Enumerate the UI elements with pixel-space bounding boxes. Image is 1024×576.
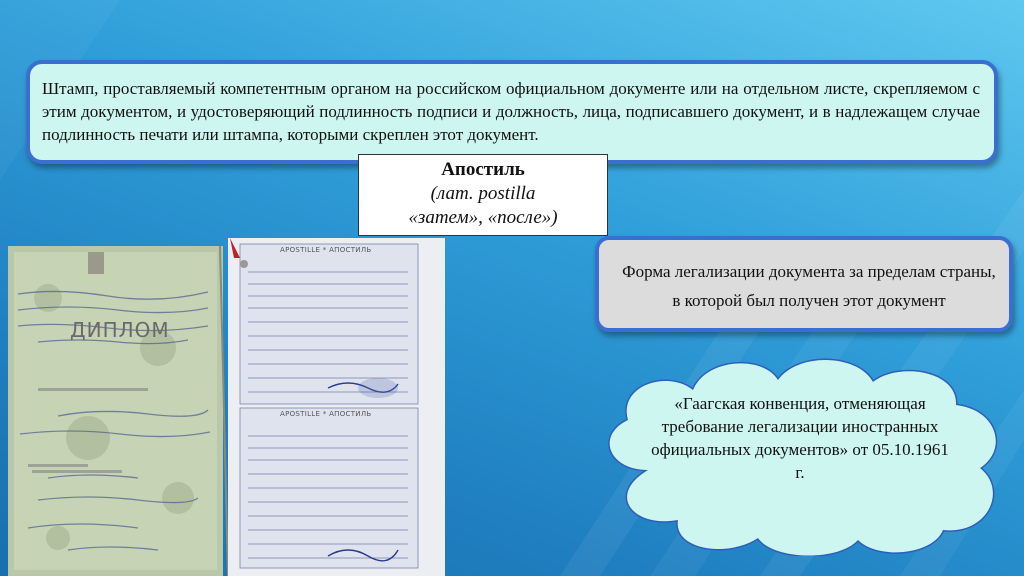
diploma-label: ДИПЛОМ xyxy=(70,318,170,342)
definition-text: Штамп, проставляемый компетентным органом на российском официальном документе или на отдельном листе, скрепляемом с этим документом, и удостоверяющий подлинность подписи и должность, лица, подписавшего документ, и в надлежащем случае подлинность печати или штампа, которыми скреплен этот документ. xyxy=(42,79,980,144)
apostille-etymology-2: «затем», «после») xyxy=(408,207,558,228)
diploma-apostille-photo xyxy=(8,238,445,576)
definition-box xyxy=(26,60,998,164)
hague-convention-cloud xyxy=(588,350,1012,556)
apostille-label-bottom: APOSTILLE * АПОСТИЛЬ xyxy=(280,410,372,418)
apostille-title: Апостиль xyxy=(441,159,525,180)
apostille-etymology-1: (лат. postilla xyxy=(430,183,536,204)
document-scan xyxy=(8,238,445,576)
apostille-term-box xyxy=(358,154,608,236)
apostille-label-top: APOSTILLE * АПОСТИЛЬ xyxy=(280,246,372,254)
legalization-form-text: Форма легализации документа за пределам страны, в которой был получен этот документ xyxy=(622,262,996,310)
legalization-form-box xyxy=(595,236,1013,332)
hague-convention-text: «Гаагская конвенция, отменяющая требование легализации иностранных официальных документов» от 05.10.1961 г. xyxy=(651,394,949,482)
